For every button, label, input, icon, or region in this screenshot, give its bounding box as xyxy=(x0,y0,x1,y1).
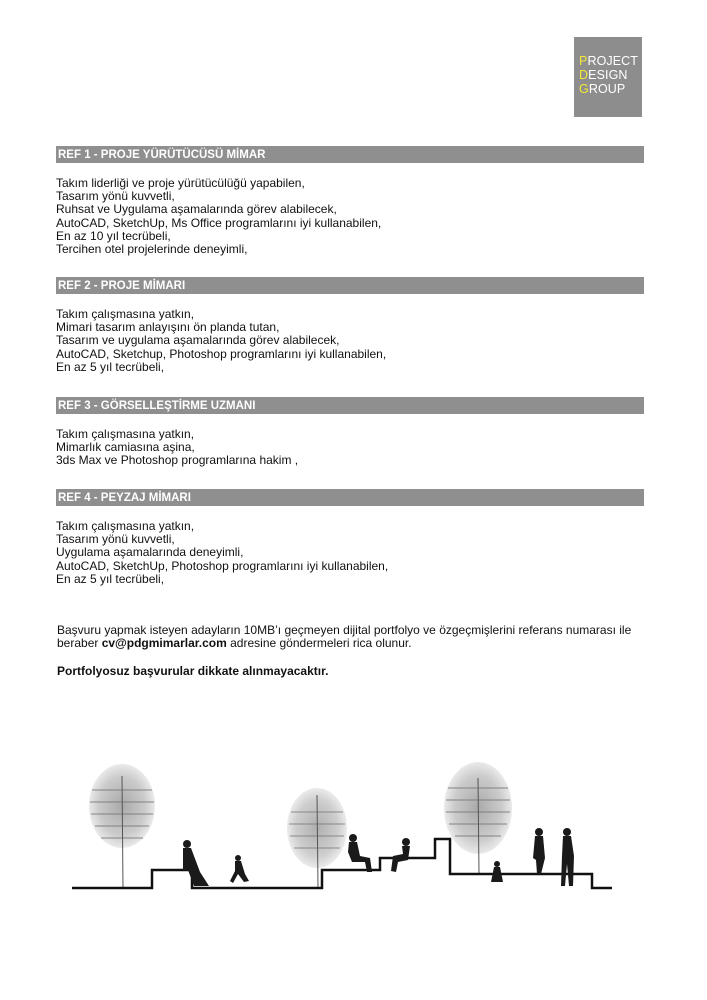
ref-3-section xyxy=(56,397,644,468)
ref-1-requirements xyxy=(56,177,644,256)
tree-right xyxy=(444,762,512,874)
requirement-line: En az 5 yıl tecrübeli, xyxy=(56,571,165,586)
requirement-line: Tercihen otel projelerinde deneyimli, xyxy=(56,242,248,257)
ref-4-heading: REF 4 - PEYZAJ MİMARI xyxy=(56,489,644,506)
tree-middle xyxy=(287,788,347,888)
ref-4-section xyxy=(56,489,644,586)
company-logo xyxy=(574,37,642,117)
requirement-line: Tasarım yönü kuvvetli, xyxy=(56,532,175,547)
requirement-line: En az 10 yıl tecrübeli, xyxy=(56,228,171,243)
logo-line-project: PROJECT xyxy=(579,54,639,68)
ref-2-section xyxy=(56,277,644,374)
requirement-line: Takım çalışmasına yatkın, xyxy=(56,307,195,321)
logo-line-design: DESIGN xyxy=(579,68,628,82)
application-text: Başvuru yapmak isteyen adayların 10MB’ı geçmeyen dijital portfolyo ve özgeçmişlerini referans numarası ile beraber xyxy=(57,623,632,651)
application-instructions xyxy=(57,624,647,651)
requirement-line: Mimarlık camiasına aşina, xyxy=(56,440,195,455)
requirement-line: AutoCAD, SketchUp, Ms Office programlarını iyi kullanabilen, xyxy=(56,215,382,230)
requirement-line: Mimari tasarım anlayışını ön planda tutan, xyxy=(56,320,280,335)
ref-1-heading: REF 1 - PROJE YÜRÜTÜCÜSÜ MİMAR xyxy=(56,146,644,163)
ref-2-requirements xyxy=(56,308,644,374)
requirement-line: Tasarım ve uygulama aşamalarında görev alabilecek, xyxy=(56,333,340,348)
requirement-line: Takım çalışmasına yatkın, xyxy=(56,519,195,533)
requirement-line: Uygulama aşamalarında deneyimli, xyxy=(56,545,244,560)
application-text-end: adresine göndermeleri rica olunur. xyxy=(226,636,412,651)
ref-4-requirements xyxy=(56,520,644,586)
requirement-line: 3ds Max ve Photoshop programlarına hakim , xyxy=(56,453,299,468)
ref-1-section xyxy=(56,146,644,256)
requirement-line: Ruhsat ve Uygulama aşamalarında görev alabilecek, xyxy=(56,202,337,217)
logo-line-group: GROUP xyxy=(579,82,626,96)
tree-left xyxy=(89,764,155,888)
requirement-line: Tasarım yönü kuvvetli, xyxy=(56,189,175,204)
requirement-line: Takım çalışmasına yatkın, xyxy=(56,427,195,441)
requirement-line: Takım liderliği ve proje yürütücülüğü yapabilen, xyxy=(56,176,305,190)
requirement-line: AutoCAD, SketchUp, Photoshop programlarını iyi kullanabilen, xyxy=(56,558,389,573)
email-link[interactable]: cv@pdgmimarlar.com xyxy=(101,636,227,651)
people-silhouettes xyxy=(183,828,574,886)
requirement-line: AutoCAD, Sketchup, Photoshop programlarını iyi kullanabilen, xyxy=(56,346,387,361)
portfolio-note: Portfolyosuz başvurular dikkate alınmayacaktır. xyxy=(57,664,329,678)
requirement-line: En az 5 yıl tecrübeli, xyxy=(56,359,165,374)
ref-3-requirements xyxy=(56,428,644,468)
ref-3-heading: REF 3 - GÖRSELLEŞTİRME UZMANI xyxy=(56,397,644,414)
landscape-illustration xyxy=(0,740,707,900)
ref-2-heading: REF 2 - PROJE MİMARI xyxy=(56,277,644,294)
